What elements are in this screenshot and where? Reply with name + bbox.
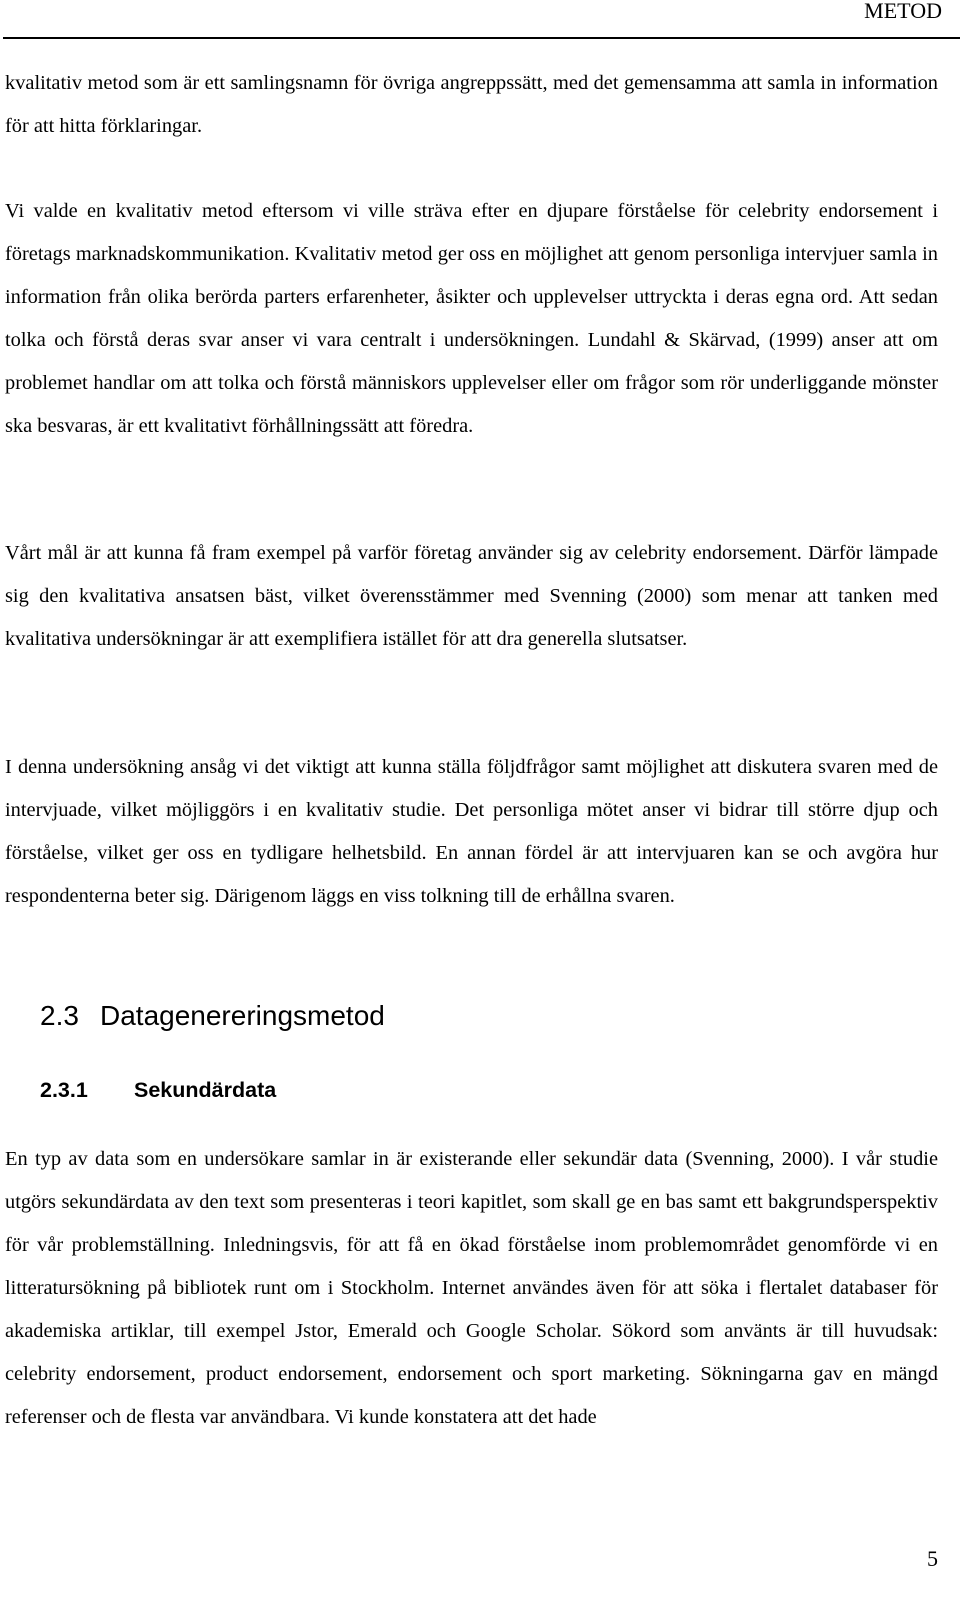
subsection-title: Sekundärdata — [134, 1078, 277, 1102]
subsection-number: 2.3.1 — [40, 1078, 88, 1102]
body-paragraph: Vårt mål är att kunna få fram exempel på varför företag använder sig av celebrity endorsement. Därför lämpade sig den kvalitativa ansatsen bäst, vilket överensstämmer med Svenning (2000) som menar att tanken med kvalitativa undersökningar är att exemplifiera istället för att dra generella slutsatser. — [5, 542, 938, 650]
subsection-heading — [40, 1072, 276, 1108]
body-paragraph: kvalitativ metod som är ett samlingsnamn för övriga angreppssätt, med det gemensamma att samla in information för att hitta förklaringar. — [5, 72, 938, 137]
section-title: Datagenereringsmetod — [100, 1000, 385, 1031]
page-header — [0, 0, 960, 40]
section-heading — [40, 996, 385, 1036]
section-number: 2.3 — [40, 1000, 79, 1031]
body-paragraph: En typ av data som en undersökare samlar in är existerande eller sekundär data (Svenning, 2000). I vår studie utgörs sekundärdata av den text som presenteras i teori kapitlet, som skall ge en bas samt ett bakgrundsperspektiv för vår problemställning. Inledningsvis, för att få en ökad förståelse inom problemområdet genomförde vi en litteratursökning på bibliotek runt om i Stockholm. Internet användes även för att söka i flertalet databaser för akademiska artiklar, till exempel Jstor, Emerald och Google Scholar. Sökord som använts är till huvudsak: celebrity endorsement, product endorsement, endorsement och sport marketing. Sökningarna gav en mängd referenser och de flesta var användbara. Vi kunde konstatera att det hade — [5, 1148, 938, 1428]
header-divider — [3, 37, 960, 39]
page-number: 5 — [927, 1546, 938, 1571]
body-paragraph: Vi valde en kvalitativ metod eftersom vi ville sträva efter en djupare förståelse för celebrity endorsement i företags marknadskommunikation. Kvalitativ metod ger oss en möjlighet att genom personliga intervjuer samla in information från olika berörda parters erfarenheter, åsikter och upplevelser uttryckta i deras egna ord. Att sedan tolka och förstå deras svar anser vi vara centralt i undersökningen. Lundahl & Skärvad, (1999) anser att om problemet handlar om att tolka och förstå människors upplevelser eller om frågor som rör underliggande mönster ska besvaras, är ett kvalitativt förhållningssätt att föredra. — [5, 200, 938, 437]
body-paragraph: I denna undersökning ansåg vi det viktigt att kunna ställa följdfrågor samt möjlighet att diskutera svaren med de intervjuade, vilket möjliggörs i en kvalitativ studie. Det personliga mötet anser vi bidrar till större djup och förståelse, vilket ger oss en tydligare helhetsbild. En annan fördel är att intervjuaren kan se och avgöra hur respondenterna beter sig. Därigenom läggs en viss tolkning till de erhållna svaren. — [5, 756, 938, 907]
running-header-title: METOD — [864, 0, 942, 23]
